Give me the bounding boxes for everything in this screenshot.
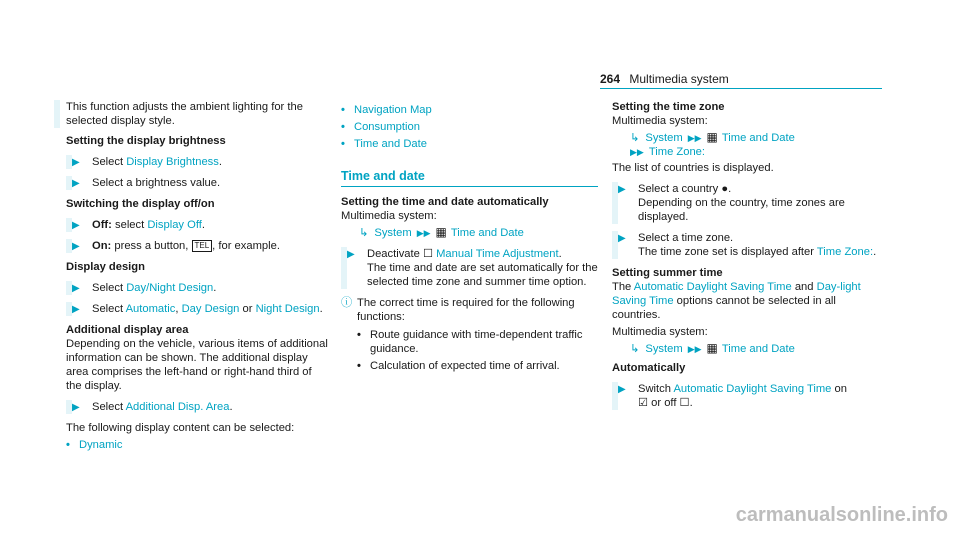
- automatic-dst-switch-link[interactable]: Automatic Daylight Saving Time: [673, 383, 832, 395]
- zone-heading: Setting the time zone: [612, 101, 725, 113]
- zone-system-label: Multimedia system:: [612, 115, 708, 127]
- calendar-icon: ▦: [435, 225, 447, 239]
- system-link[interactable]: System: [374, 227, 412, 239]
- step-arrow-icon: ▶: [72, 178, 80, 189]
- summer-heading: Setting summer time: [612, 267, 723, 279]
- area-text: Depending on the vehicle, various items of additional information can be shown. The additional display area comprises the left-hand or right-hand third of the display.: [66, 338, 328, 392]
- step-arrow-icon: ▶: [72, 283, 80, 294]
- bullet-icon: •: [341, 104, 345, 116]
- info-icon: ⓘ: [341, 297, 353, 309]
- bullet-icon: •: [357, 329, 361, 341]
- checkbox-empty-icon: ☐: [422, 248, 437, 260]
- day-design-link[interactable]: Day Design: [181, 303, 240, 315]
- bullet-icon: •: [341, 121, 345, 133]
- path-arrow-icon: ↳: [630, 343, 640, 355]
- watermark-logo: carmanualsonline.info: [735, 504, 948, 526]
- time-and-date-link[interactable]: Time and Date: [354, 138, 427, 150]
- column-1: [66, 100, 328, 455]
- header-rule: [600, 88, 882, 89]
- menu-path: [612, 341, 884, 356]
- double-chevron-icon: ▶▶: [687, 133, 702, 143]
- night-design-link[interactable]: Night Design: [255, 303, 320, 315]
- bullet-icon: •: [341, 138, 345, 150]
- zone-step-1: ▶ Select a country ●. Depending on the country, time zones are displayed.: [612, 182, 884, 224]
- tel-button-icon: TEL: [192, 240, 213, 252]
- design-step-1: ▶ Select Day/Night Design.: [66, 281, 328, 295]
- time-and-date-menu-link[interactable]: Time and Date: [721, 343, 795, 355]
- summer-text: The Automatic Daylight Saving Time and Day-light Saving Time options cannot be selected in all countries.: [612, 281, 861, 321]
- navigation-map-link[interactable]: Navigation Map: [354, 104, 432, 116]
- step-arrow-icon: ▶: [618, 384, 626, 395]
- time-and-date-menu-link[interactable]: Time and Date: [721, 132, 795, 144]
- consumption-link[interactable]: Consumption: [354, 121, 420, 133]
- list-item: • Calculation of expected time of arrival.: [357, 360, 560, 372]
- area-step: ▶ Select Additional Disp. Area.: [66, 400, 328, 414]
- step-arrow-icon: ▶: [72, 241, 80, 252]
- additional-disp-area-link[interactable]: Additional Disp. Area: [125, 401, 230, 413]
- area-heading: Additional display area: [66, 324, 189, 336]
- automatic-link[interactable]: Automatic: [125, 303, 176, 315]
- dst-link[interactable]: Day-light Saving Time: [612, 281, 861, 307]
- page-header: [600, 72, 729, 86]
- area-content-text: The following display content can be selected:: [66, 422, 295, 434]
- step-arrow-icon: ▶: [72, 157, 80, 168]
- brightness-step-2: ▶ Select a brightness value.: [66, 176, 328, 190]
- auto-system-label: Multimedia system:: [341, 210, 437, 222]
- calendar-icon: ▦: [706, 341, 718, 355]
- bullet-icon: •: [66, 439, 70, 451]
- day-night-design-link[interactable]: Day/Night Design: [126, 282, 214, 294]
- design-heading: Display design: [66, 261, 145, 273]
- bullet-icon: •: [357, 360, 361, 372]
- list-item: • Route guidance with time-dependent traffic guidance.: [357, 329, 583, 355]
- path-arrow-icon: ↳: [359, 227, 369, 239]
- zone-list-text: The list of countries is displayed.: [612, 162, 774, 174]
- system-link[interactable]: System: [645, 343, 683, 355]
- time-and-date-menu-link[interactable]: Time and Date: [450, 227, 524, 239]
- deactivate-step: ▶ Deactivate ☐ Manual Time Adjustment. The time and date are set automatically for the selected time zone and summer time option.: [341, 247, 598, 289]
- summer-system-label: Multimedia system:: [612, 326, 708, 338]
- double-chevron-icon: ▶▶: [630, 147, 644, 157]
- step-arrow-icon: ▶: [618, 233, 626, 244]
- system-link[interactable]: System: [645, 132, 683, 144]
- step-arrow-icon: ▶: [72, 220, 80, 231]
- brightness-heading: Setting the display brightness: [66, 135, 226, 147]
- step-arrow-icon: ▶: [72, 402, 80, 413]
- brightness-step-1: ▶ Select Display Brightness.: [66, 155, 328, 169]
- intro-text: This function adjusts the ambient lighting for the selected display style.: [54, 100, 328, 128]
- switch-heading: Switching the display off/on: [66, 198, 215, 210]
- column-3: [612, 100, 884, 417]
- menu-path: [341, 225, 598, 240]
- time-zone-link[interactable]: Time Zone:: [648, 146, 706, 158]
- dynamic-link[interactable]: Dynamic: [79, 439, 123, 451]
- list-item: [341, 137, 598, 151]
- auto-heading: Setting the time and date automatically: [341, 196, 549, 208]
- design-step-2: ▶ Select Automatic, Day Design or Night Design.: [66, 302, 328, 316]
- info-note: ⓘ The correct time is required for the following functions: • Route guidance with time-dependent traffic guidance. • Calculation of expected time of arrival.: [341, 296, 598, 373]
- automatically-heading: Automatically: [612, 362, 686, 374]
- manual-time-adjustment-link[interactable]: Manual Time Adjustment: [436, 248, 559, 260]
- automatic-dst-link[interactable]: Automatic Daylight Saving Time: [633, 281, 792, 293]
- column-2: [341, 100, 598, 377]
- display-brightness-link[interactable]: Display Brightness: [126, 156, 219, 168]
- step-arrow-icon: ▶: [72, 304, 80, 315]
- calendar-icon: ▦: [706, 130, 718, 144]
- list-item: [341, 120, 598, 134]
- step-arrow-icon: ▶: [347, 249, 355, 260]
- section-title: Time and date: [341, 169, 598, 187]
- auto-description: The time and date are set automatically for the selected time zone and summer time option.: [367, 262, 598, 288]
- list-item: [66, 438, 328, 452]
- time-zone-result-link[interactable]: Time Zone:: [816, 246, 874, 258]
- switch-on-step: ▶ On: press a button, TEL , for example.: [66, 239, 328, 253]
- zone-step-2: ▶ Select a time zone. The time zone set is displayed after Time Zone:.: [612, 231, 884, 259]
- double-chevron-icon: ▶▶: [687, 344, 702, 354]
- switch-off-step: ▶ Off: select Display Off.: [66, 218, 328, 232]
- display-off-link[interactable]: Display Off: [147, 219, 202, 231]
- step-arrow-icon: ▶: [618, 184, 626, 195]
- path-arrow-icon: ↳: [630, 132, 640, 144]
- switch-dst-step: ▶ Switch Automatic Daylight Saving Time on ☑ or off ☐.: [612, 382, 884, 410]
- menu-path: [612, 130, 884, 159]
- double-chevron-icon: ▶▶: [416, 228, 431, 238]
- page-number: 264: [600, 72, 621, 86]
- page-header-title: Multimedia system: [629, 72, 729, 86]
- list-item: [341, 103, 598, 117]
